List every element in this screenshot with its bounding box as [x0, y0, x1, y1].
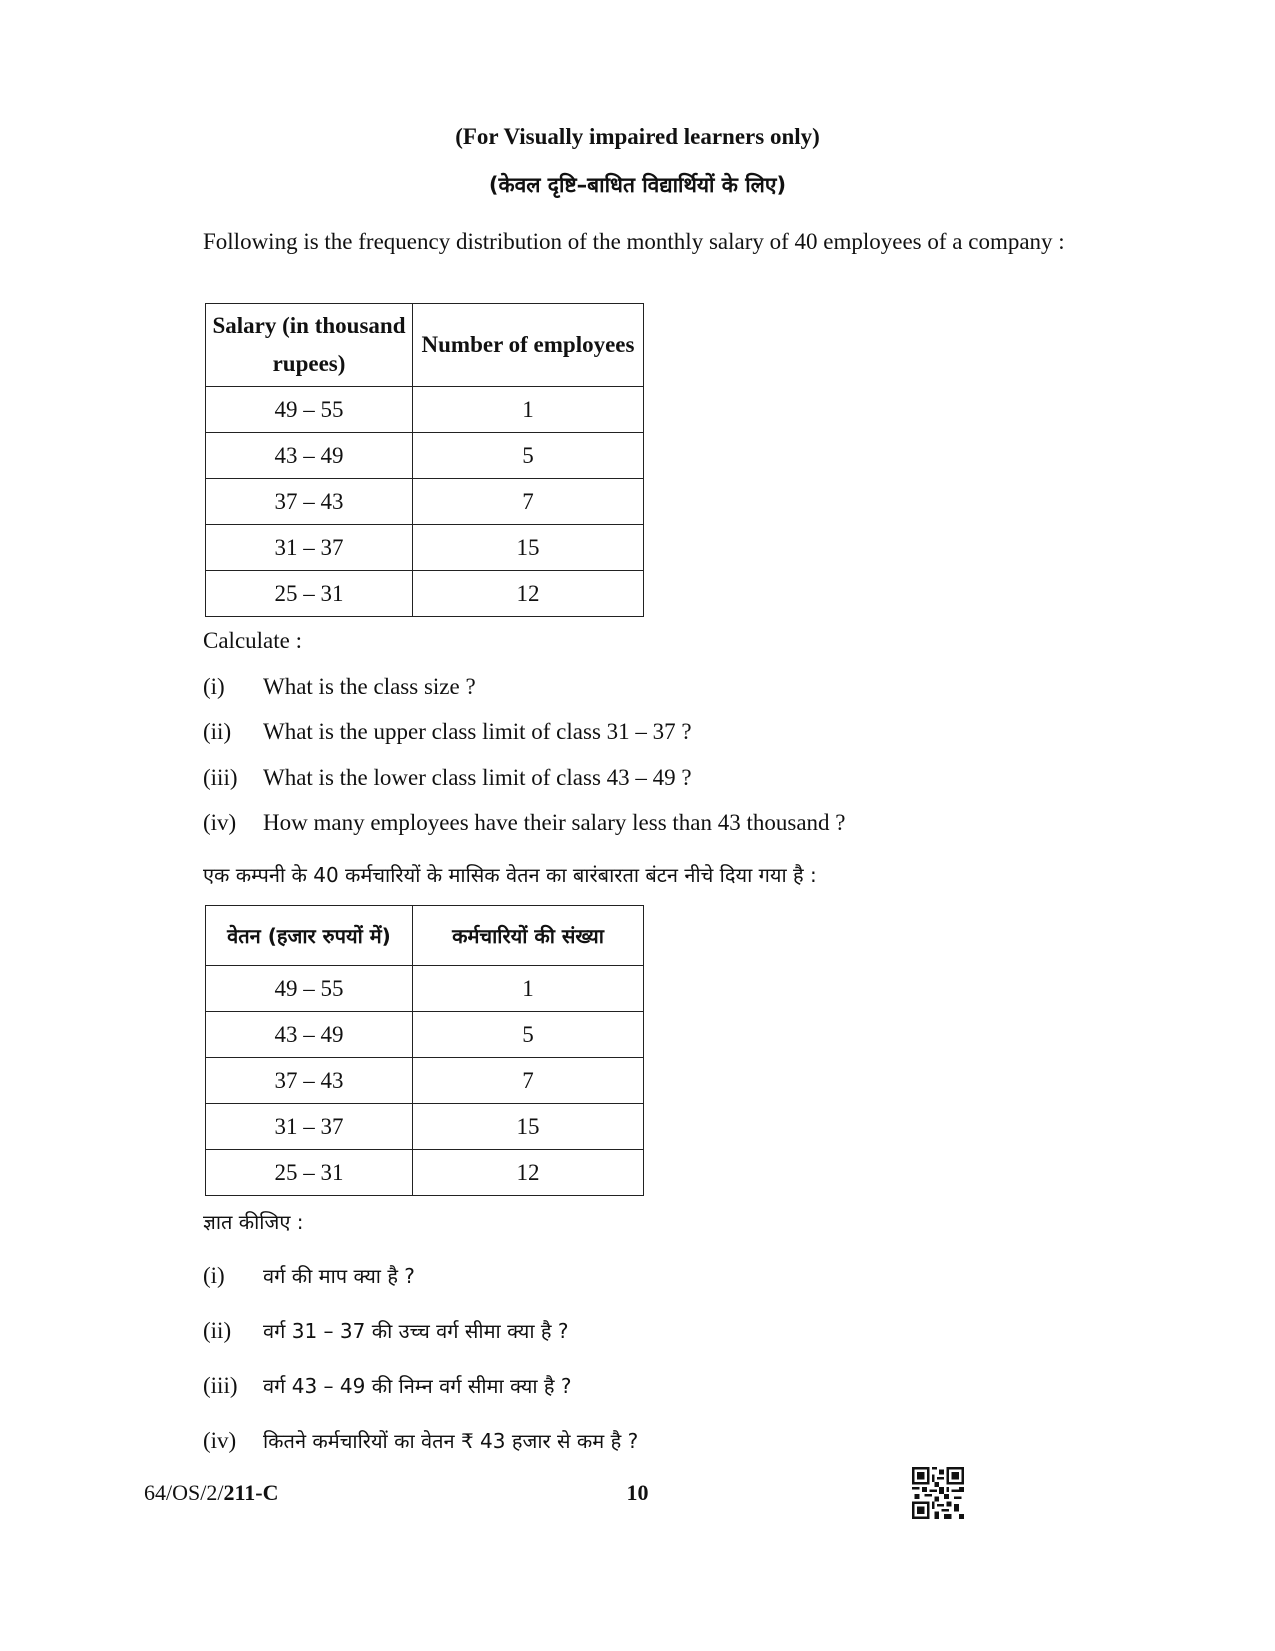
table-cell-frequency: 7 [413, 479, 644, 525]
question-item-english [203, 765, 692, 791]
table-row [206, 1104, 644, 1150]
table-row [206, 525, 644, 571]
table-row [206, 966, 644, 1012]
question-item-hindi [203, 1317, 569, 1344]
intro-english: Following is the frequency distribution of the monthly salary of 40 employees of a company : [203, 229, 1065, 254]
question-number: (ii) [203, 1318, 232, 1343]
question-item-hindi [203, 1372, 571, 1399]
intro-hindi: एक कम्पनी के 40 कर्मचारियों के मासिक वेतन का बारंबारता बंटन नीचे दिया गया है : [203, 863, 817, 887]
heading-hindi: (केवल दृष्टि–बाधित विद्यार्थियों के लिए) [488, 173, 787, 197]
table-cell-frequency: 5 [413, 433, 644, 479]
table-header-employees: Number of employees [413, 304, 644, 387]
table-cell-frequency: 15 [413, 1104, 644, 1150]
question-item-hindi [203, 1262, 415, 1289]
calculate-label-english: Calculate : [203, 628, 302, 653]
question-number: (ii) [203, 719, 232, 744]
table-row [206, 433, 644, 479]
table-header-row [206, 906, 644, 966]
table-cell-class: 37 – 43 [206, 1058, 413, 1104]
table-header-row [206, 304, 644, 387]
table-cell-frequency: 1 [413, 387, 644, 433]
paper-code-prefix: 64/OS/2/ [144, 1480, 224, 1505]
table-row [206, 1150, 644, 1196]
question-item-english [203, 674, 476, 700]
table-cell-class: 31 – 37 [206, 525, 413, 571]
table-cell-class: 25 – 31 [206, 571, 413, 617]
table-header-employees: कर्मचारियों की संख्या [413, 906, 644, 966]
question-number: (iv) [203, 810, 237, 835]
question-text: वर्ग 43 – 49 की निम्न वर्ग सीमा क्या है ? [263, 1374, 572, 1398]
table-header-salary: वेतन (हजार रुपयों में) [206, 906, 413, 966]
qr-code-icon [912, 1467, 964, 1519]
table-row [206, 1012, 644, 1058]
table-cell-class: 31 – 37 [206, 1104, 413, 1150]
page-number: 10 [626, 1480, 649, 1505]
table-header-salary: Salary (in thousand rupees) [206, 304, 413, 387]
table-cell-frequency: 5 [413, 1012, 644, 1058]
table-row [206, 571, 644, 617]
question-number: (iv) [203, 1428, 237, 1453]
table-row [206, 1058, 644, 1104]
question-text: वर्ग की माप क्या है ? [263, 1264, 415, 1288]
question-number: (i) [203, 1263, 225, 1288]
calculate-label-hindi: ज्ञात कीजिए : [203, 1210, 304, 1234]
table-cell-class: 37 – 43 [206, 479, 413, 525]
table-row [206, 387, 644, 433]
question-text: वर्ग 31 – 37 की उच्च वर्ग सीमा क्या है ? [263, 1319, 569, 1343]
paper-code-set: 211-C [223, 1480, 279, 1505]
table-row [206, 479, 644, 525]
table-cell-class: 49 – 55 [206, 387, 413, 433]
table-cell-class: 43 – 49 [206, 433, 413, 479]
question-text: What is the class size ? [263, 674, 476, 699]
question-number: (iii) [203, 765, 238, 790]
question-text: How many employees have their salary less than 43 thousand ? [263, 810, 846, 835]
question-item-english [203, 719, 692, 745]
frequency-table-english [205, 303, 644, 617]
table-cell-frequency: 15 [413, 525, 644, 571]
table-cell-frequency: 12 [413, 571, 644, 617]
question-item-english [203, 810, 846, 836]
heading-english: (For Visually impaired learners only) [455, 124, 820, 149]
table-cell-frequency: 1 [413, 966, 644, 1012]
question-number: (i) [203, 674, 225, 699]
frequency-table-hindi [205, 905, 644, 1196]
table-cell-class: 43 – 49 [206, 1012, 413, 1058]
table-cell-frequency: 12 [413, 1150, 644, 1196]
question-text: कितने कर्मचारियों का वेतन ₹ 43 हजार से कम है ? [263, 1429, 639, 1453]
table-cell-frequency: 7 [413, 1058, 644, 1104]
table-cell-class: 25 – 31 [206, 1150, 413, 1196]
question-text: What is the upper class limit of class 31 – 37 ? [263, 719, 692, 744]
question-number: (iii) [203, 1373, 238, 1398]
table-cell-class: 49 – 55 [206, 966, 413, 1012]
question-text: What is the lower class limit of class 43 – 49 ? [263, 765, 692, 790]
question-item-hindi [203, 1427, 638, 1454]
